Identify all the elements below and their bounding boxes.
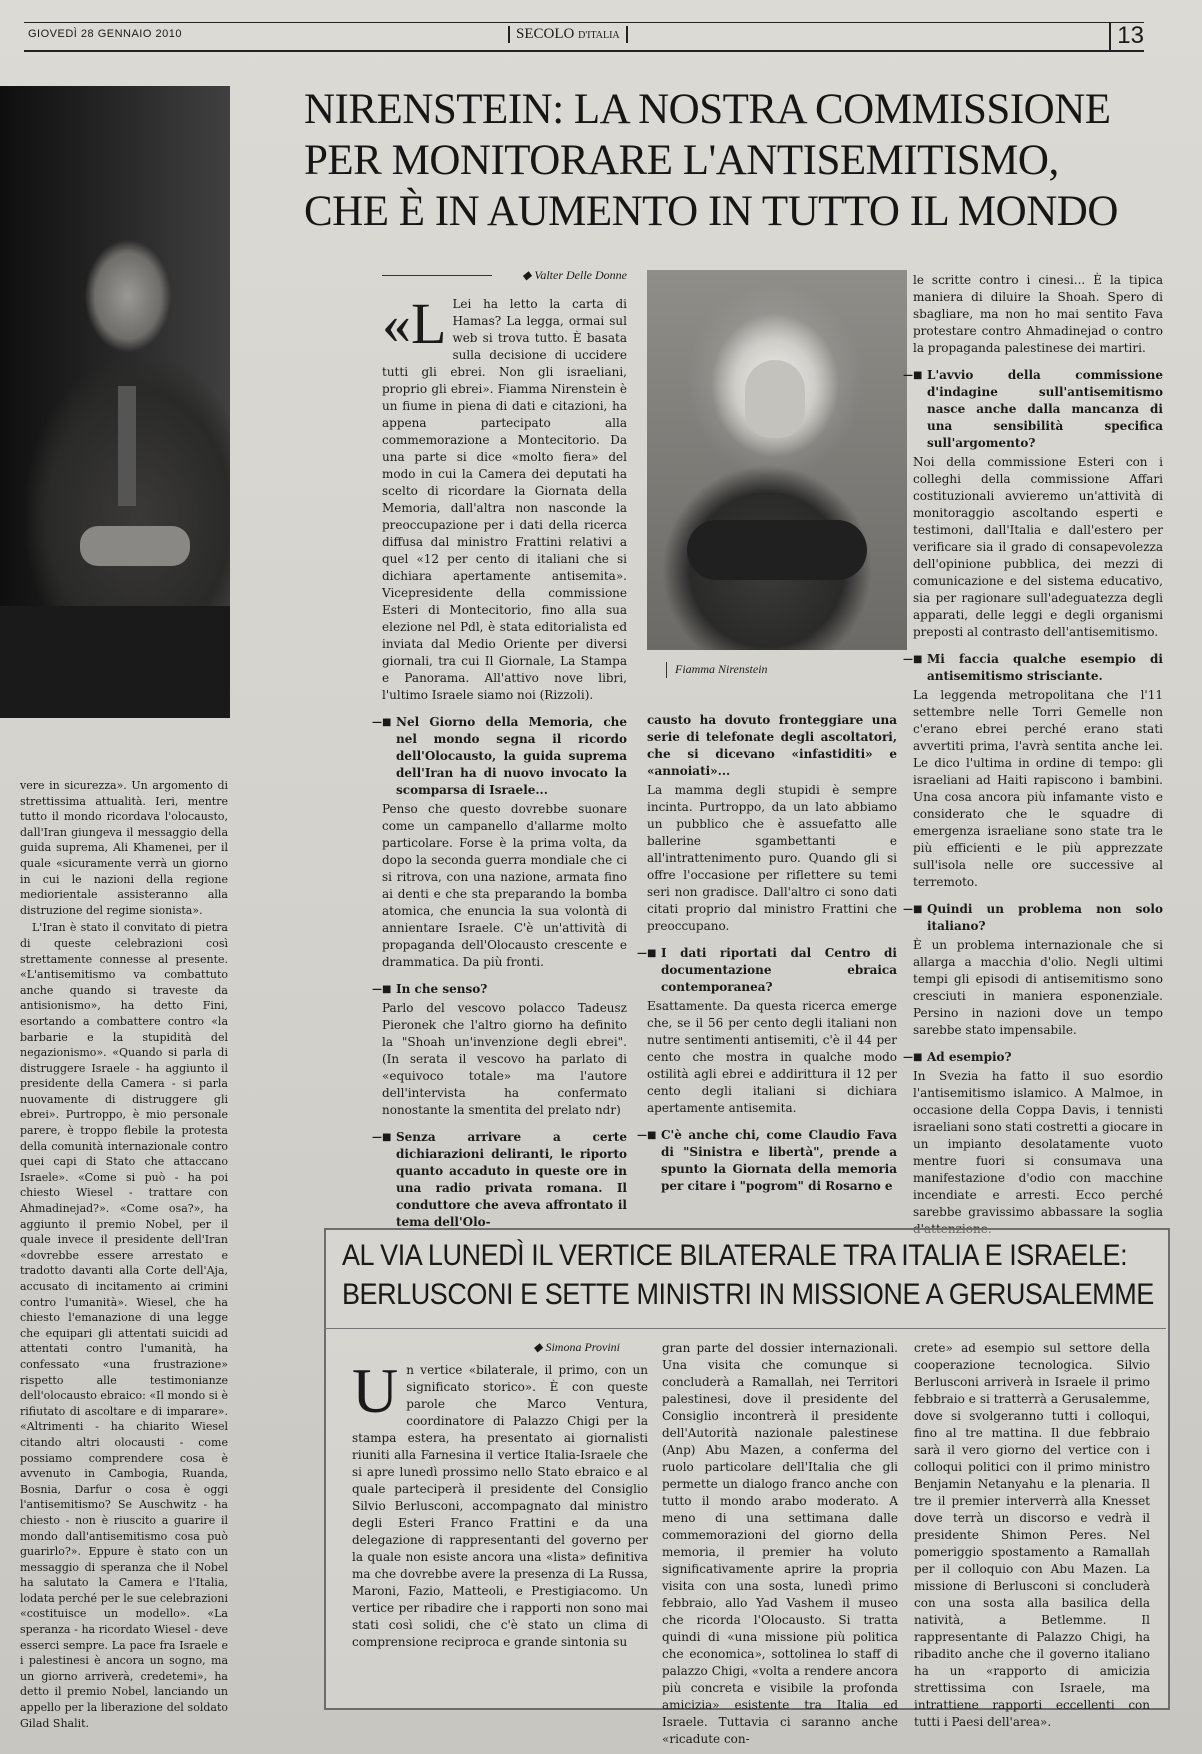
question: —■ Mi faccia qualche esempio di antisemitismo strisciante. xyxy=(913,651,1163,685)
answer: Esattamente. Da questa ricerca emerge che, se il 56 per cento degli italiani non nutre sentimenti antisemiti, c'è il 44 per cento che mostra in qualche modo ostilità agli ebrei e addirittura il 12 per cento degli italiani si dichiara apertamente antisemita. xyxy=(647,999,897,1115)
answer: le scritte contro i cinesi... È la tipica maniera di diluire la Shoah. Spero di sbagliare, ma non ho mai sentito Fava protestare contro Ahmadinejad o contro la propaganda palestinese dei martiri. xyxy=(913,273,1163,355)
paragraph: vere in sicurezza». Un argomento di strettissima attualità. Ieri, mentre tutto il mondo ricordava l'olocausto, dall'Iran giungeva il messaggio della guida suprema, Ali Khamenei, per il quale «sicuramente verrà un giorno in cui le nazioni della regione mediorientale assisteranno alla distruzione del regime sionista». xyxy=(20,779,228,917)
box-column-2 xyxy=(662,1340,898,1748)
photo-man-portrait xyxy=(0,86,230,718)
box-column-3 xyxy=(914,1340,1150,1731)
answer: Parlo del vescovo polacco Tadeusz Pieronek che l'altro giorno ha definito la "Shoah un'invenzione degli ebrei". (In serata il vescovo ha parlato di «equivoco totale» ma l'autore dell'intervista ha confermato nonostante la smentita del prelato ndr) xyxy=(382,1001,627,1117)
sidebar-article-title: AL VIA LUNEDÌ IL VERTICE BILATERALE TRA ITALIA E ISRAELE: BERLUSCONI E SETTE MINISTRI IN MISSIONE A GERUSALEMME xyxy=(342,1239,1154,1311)
answer: Noi della commissione Esteri con i colleghi della commissione Affari costituzionali avvieremo un'attività di monitoraggio ascoltando esperti e testimoni, dall'Italia e dall'estero per verificare sia il grado di consapevolezza dell'opinione pubblica, dei mezzi di comunicazione e del sistema educativo, sia per ragionare sull'adeguatezza degli apparati, delle leggi e degli organismi preposti al contrasto dell'antisemitismo. xyxy=(913,455,1163,639)
box-column-1 xyxy=(352,1355,648,1651)
page-number: 13 xyxy=(1109,22,1144,50)
article-byline: ◆ Valter Delle Donne xyxy=(382,268,627,283)
article-column-1 xyxy=(20,778,228,1731)
question: —■ In che senso? xyxy=(382,981,627,998)
box-divider xyxy=(324,1328,1166,1329)
question: —■ Ad esempio? xyxy=(913,1049,1163,1066)
paragraph: gran parte del dossier internazionali. Una visita che comunque si concluderà a Ramallah, nei Territori palestinesi, dove il presidente del Consiglio incontrerà il presidente dell'Autorità nazionale palestinese (Anp) Abu Mazen, a conferma del ruolo particolare dell'Italia che gli permette un dialogo franco anche con tutto il mondo arabo moderato. A meno di una settimana dalle commemorazioni del giorno della memoria, il premier ha voluto significativamente aprire la propria visita con una sosta, lunedì primo febbraio, allo Yad Vashem il museo che ricorda l'Olocausto. Si tratta quindi di «una missione più politica che economica», sottolinea lo staff di palazzo Chigi, «volta a rendere ancora più concreta e visibile la profonda amicizia» esistente tra Italia ed Israele. Tuttavia ci saranno anche «ricadute con- xyxy=(662,1341,898,1746)
newspaper-name-suffix: D'ITALIA xyxy=(578,30,620,41)
sidebar-article-byline: ◆ Simona Provini xyxy=(533,1340,620,1354)
article-column-3 xyxy=(647,712,897,1195)
question: —■ Quindi un problema non solo italiano? xyxy=(913,901,1163,935)
masthead-underline xyxy=(24,50,1144,52)
question-continued: causto ha dovuto fronteggiare una serie di telefonate degli ascoltatori, che si dicevano «infastiditi» e «annoiati»... xyxy=(647,713,897,778)
article-column-4 xyxy=(913,272,1163,1238)
answer: La leggenda metropolitana che l'11 settembre nelle Torri Gemelle non c'erano ebrei perché erano stati avvertiti prima, l'avrà sentita anche lei. Le dico l'ultima in ordine di tempo: gli israeliani ad Haiti rapiscono i bambini. Una cosa ancora più infamante visto e considerato che le squadre di emergenza israeliane sono state tra le più efficienti e le più apprezzate sull'isola nelle ore successive al terremoto. xyxy=(913,688,1163,889)
question: —■ L'avvio della commissione d'indagine sull'antisemitismo nasce anche dalla mancanza di una sensibilità specifica sull'argomento? xyxy=(913,367,1163,452)
question: —■ Nel Giorno della Memoria, che nel mondo segna il ricordo dell'Olocausto, la guida suprema dell'Iran ha di nuovo invocato la scomparsa di Israele... xyxy=(382,714,627,799)
question: —■ I dati riportati dal Centro di documentazione ebraica contemporanea? xyxy=(647,945,897,996)
answer: In Svezia ha fatto il suo esordio l'antisemitismo islamico. A Malmoe, in occasione della Coppa Davis, i tennisti israeliani sono stati costretti a giocare in un impianto desolatamente vuoto mentre fuori si consumava una manifestazione d'odio con macchine incendiate e arresti. Ecco perché sarebbe gravissimo abbassare la soglia d'attenzione. xyxy=(913,1069,1163,1236)
answer: La mamma degli stupidi è sempre incinta. Purtroppo, da un lato abbiamo un pubblico che è assuefatto alle ballerine sgambettanti e all'intrattenimento puro. Quando gli si offre l'occasione per riflettere su temi seri non gradisce. Dall'altro ci sono dati citati proprio dal ministro Frattini che preoccupano. xyxy=(647,783,897,933)
photo-caption: Fiamma Nirenstein xyxy=(666,662,768,678)
masthead-rule xyxy=(24,22,1144,23)
paragraph: L'Iran è stato il convitato di pietra di queste celebrazioni così strettamente connesse al presente. «L'antisemitismo va combattuto anche quando si traveste da antisionismo», ha detto Fini, esortando a combattere contro «la barbarie e la stupidità del negazionismo». «Quando si parla di distruggere Israele - ha aggiunto il presidente della Camera - si parla nuovamente di distruggere gli ebrei». Purtroppo, è mio personale parere, è troppo flebile la protesta della comunità internazionale contro quei capi di Stato che attaccano Israele». «Come si può - ha poi chiesto Wiesel - trattare con Ahmadinejad?». «Come osa?», ha aggiunto il premio Nobel, per il quale invece il presidente dell'Iran «dovrebbe essere arrestato e tradotto davanti alla Corte dell'Aja, accusato di incitamento ai crimini contro l'umanità». Wiesel, che ha chiesto l'emanazione di una legge che equipari gli attentati suicidi ad attentati contro l'umanità, ha confessato «una frustrazione» rispetto alle testimonianze dell'olocausto ebraico: «Il mondo si è rifiutato di ascoltare e di imparare». «Altrimenti - ha chiarito Wiesel citando altri olocausti - come possiamo comprendere cosa è avvenuto in Cambogia, Ruanda, Bosnia, Darfur o cosa è oggi l'antisemitismo? Se Auschwitz - ha chiesto - non è riuscito a guarire il mondo dall'antisemitismo cosa può guarirlo?». Eppure è stato con un messaggio di speranza che il Nobel ha salutato la Camera e l'Italia, lodata perché per le sue celebrazioni «costituisce un modello». «La speranza - ha ricordato Wiesel - deve esserci sempre. La pace fra Israele e i palestinesi è ancora un sogno, ma un giorno arriverà, credetemi», ha detto il premio Nobel, lanciando un appello per la liberazione del soldato Gilad Shalit. xyxy=(20,921,228,1730)
question: —■ C'è anche chi, come Claudio Fava di "Sinistra e libertà", prende a spunto la Giornata della memoria per citare i "pogrom" di Rosarno e xyxy=(647,1127,897,1195)
intro-paragraph: «L Lei ha letto la carta di Hamas? La legga, ormai sul web si trova tutto. È basata sulla decisione di uccidere tutti gli ebrei. Non gli israeliani, proprio gli ebrei». Fiamma Nirenstein è un fiume in piena di dati e citazioni, ha appena partecipato alla commemorazione a Montecitorio. Da una parte si dice «molto fiera» del modo in cui la Camera dei deputati ha scelto di ricordare la Giornata della Memoria, dall'altra non nasconde la preoccupazione per i dati della ricerca diffusa dal ministro Frattini relativi a quel «12 per cento di italiani che si dichiara apertamente antisemita». Vicepresidente della commissione Esteri di Montecitorio, fino alla sua elezione nel Pdl, è stata editorialista ed inviata dal Medio Oriente per diversi giornali, tra cui Il Giornale, La Stampa e Panorama. All'attivo nove libri, l'ultimo Israele siamo noi (Rizzoli). xyxy=(382,291,627,702)
question: —■ Senza arrivare a certe dichiarazioni deliranti, le riporto quanto accaduto in queste ore in una radio privata romana. Il conduttore che aveva affrontato il tema dell'Olo- xyxy=(382,1129,627,1231)
newspaper-name: SECOLO D'ITALIA xyxy=(508,26,628,43)
masthead xyxy=(24,22,1144,54)
paragraph: crete» ad esempio sul settore della cooperazione tecnologica. Silvio Berlusconi arriverà in Israele il primo febbraio e si tratterrà a Gerusalemme, dove si svolgeranno tutti i colloqui, fino al tre mattina. Il due febbraio sarà il vero giorno del vertice con i colloqui politici con il primo ministro Benjamin Netanyahu e la plenaria. Il tre il premier interverrà alla Knesset dove terrà un discorso e vedrà il presidente Shimon Peres. Nel pomeriggio spostamento a Ramallah per il colloquio con Abu Mazen. La missione di Berlusconi si concluderà con una sosta alla basilica della natività, a Betlemme. Il rappresentante di Palazzo Chigi, ha ribadito anche che il governo italiano ha un «rapporto di amicizia strettissima con Israele, ma intrattiene rapporti eccellenti con tutti i Paesi dell'area». xyxy=(914,1341,1150,1729)
issue-date: GIOVEDÌ 28 GENNAIO 2010 xyxy=(28,28,182,40)
photo-fiamma-nirenstein xyxy=(647,270,907,650)
article-headline: NIRENSTEIN: LA NOSTRA COMMISSIONE PER MONITORARE L'ANTISEMITISMO, CHE È IN AUMENTO IN TUTTO IL MONDO xyxy=(304,86,1118,235)
answer: Penso che questo dovrebbe suonare come un campanello d'allarme molto particolare. Forse è la prima volta, da dopo la seconda guerra mondiale che ci si ritrova, con una nazione, armata fino ai denti e che sta preparando la bomba atomica, che enuncia la sua volontà di annientare Israele. C'è un'attività di propaganda dell'Olocausto crescente e drammatica. Da più fronti. xyxy=(382,802,627,969)
answer: È un problema internazionale che si allarga a macchia d'olio. Negli ultimi tempi gli episodi di antisemitismo sono cresciuti in maniera esponenziale. Persino in nazioni dove un tempo sarebbe stato impensabile. xyxy=(913,938,1163,1037)
article-column-2 xyxy=(382,291,627,1231)
paragraph: Un vertice «bilaterale, il primo, con un significato storico». È con queste parole che Marco Ventura, coordinatore di Palazzo Chigi per la stampa estera, ha presentato ai giornalisti riuniti alla Farnesina il vertice Italia-Israele che si apre lunedì prossimo nello Stato ebraico e al quale parteciperà il presidente del Consiglio Silvio Berlusconi, accompagnato dal ministro degli Esteri Franco Frattini e da una delegazione di rappresentanti del governo per la quale non esiste ancora una «lista» definitiva ma che dovrebbe avere la presenza di La Russa, Maroni, Fazio, Matteoli, e Prestigiacomo. Un vertice per ribadire che i rapporti non sono mai stati così solidi, che c'è stato un clima di comprensione reciproca e grande sintonia su xyxy=(352,1355,648,1649)
